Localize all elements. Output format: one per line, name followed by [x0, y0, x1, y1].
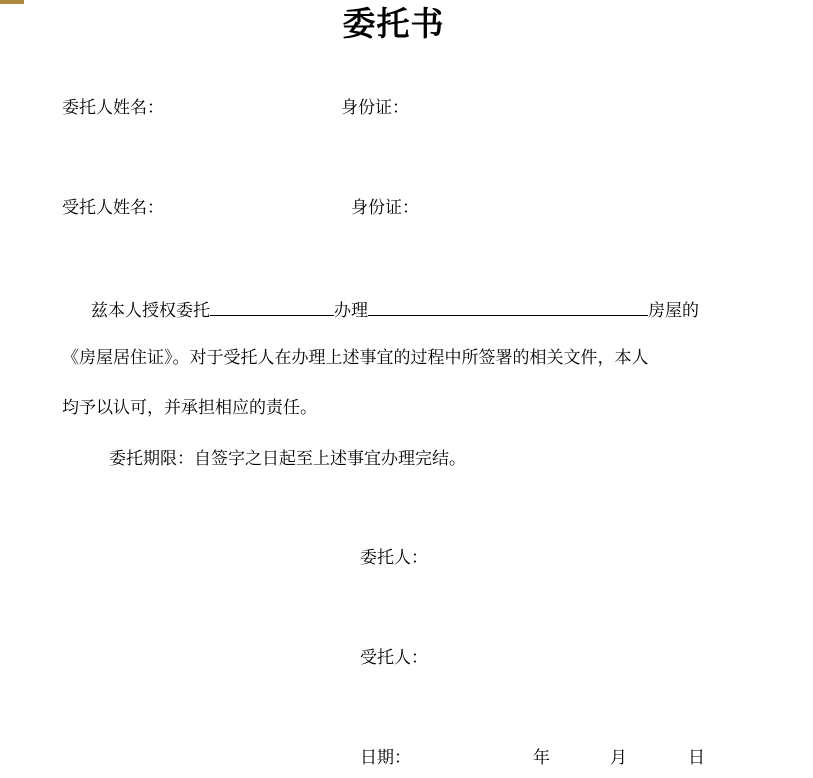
day-label: 日: [688, 748, 705, 768]
principal-name-label: 委托人姓名：: [62, 98, 164, 118]
principal-signature-label: 委托人：: [360, 548, 428, 568]
agent-name-label: 受托人姓名：: [62, 198, 164, 218]
authorization-text-part-2: 办理: [334, 301, 368, 321]
entrustment-term: 委托期限：自签字之日起至上述事宜办理完结。: [109, 449, 466, 469]
property-blank: [368, 297, 648, 316]
document-title: 委托书: [342, 4, 445, 43]
month-label: 月: [610, 748, 627, 768]
agent-signature-label: 受托人：: [360, 648, 428, 668]
authorization-text-part-1: 兹本人授权委托: [91, 301, 210, 321]
entrusted-party-blank: [210, 297, 334, 316]
authorization-paragraph-line-2: 《房屋居住证》。对于受托人在办理上述事宜的过程中所签署的相关文件，本人: [62, 348, 649, 368]
date-label: 日期：: [360, 748, 411, 768]
agent-id-label: 身份证：: [351, 198, 419, 218]
authorization-paragraph-line-3: 均予以认可，并承担相应的责任。: [62, 398, 317, 418]
principal-id-label: 身份证：: [341, 98, 409, 118]
year-label: 年: [533, 748, 550, 768]
authorization-paragraph-line-1: [91, 297, 699, 322]
authorization-text-part-3: 房屋的: [648, 301, 699, 321]
